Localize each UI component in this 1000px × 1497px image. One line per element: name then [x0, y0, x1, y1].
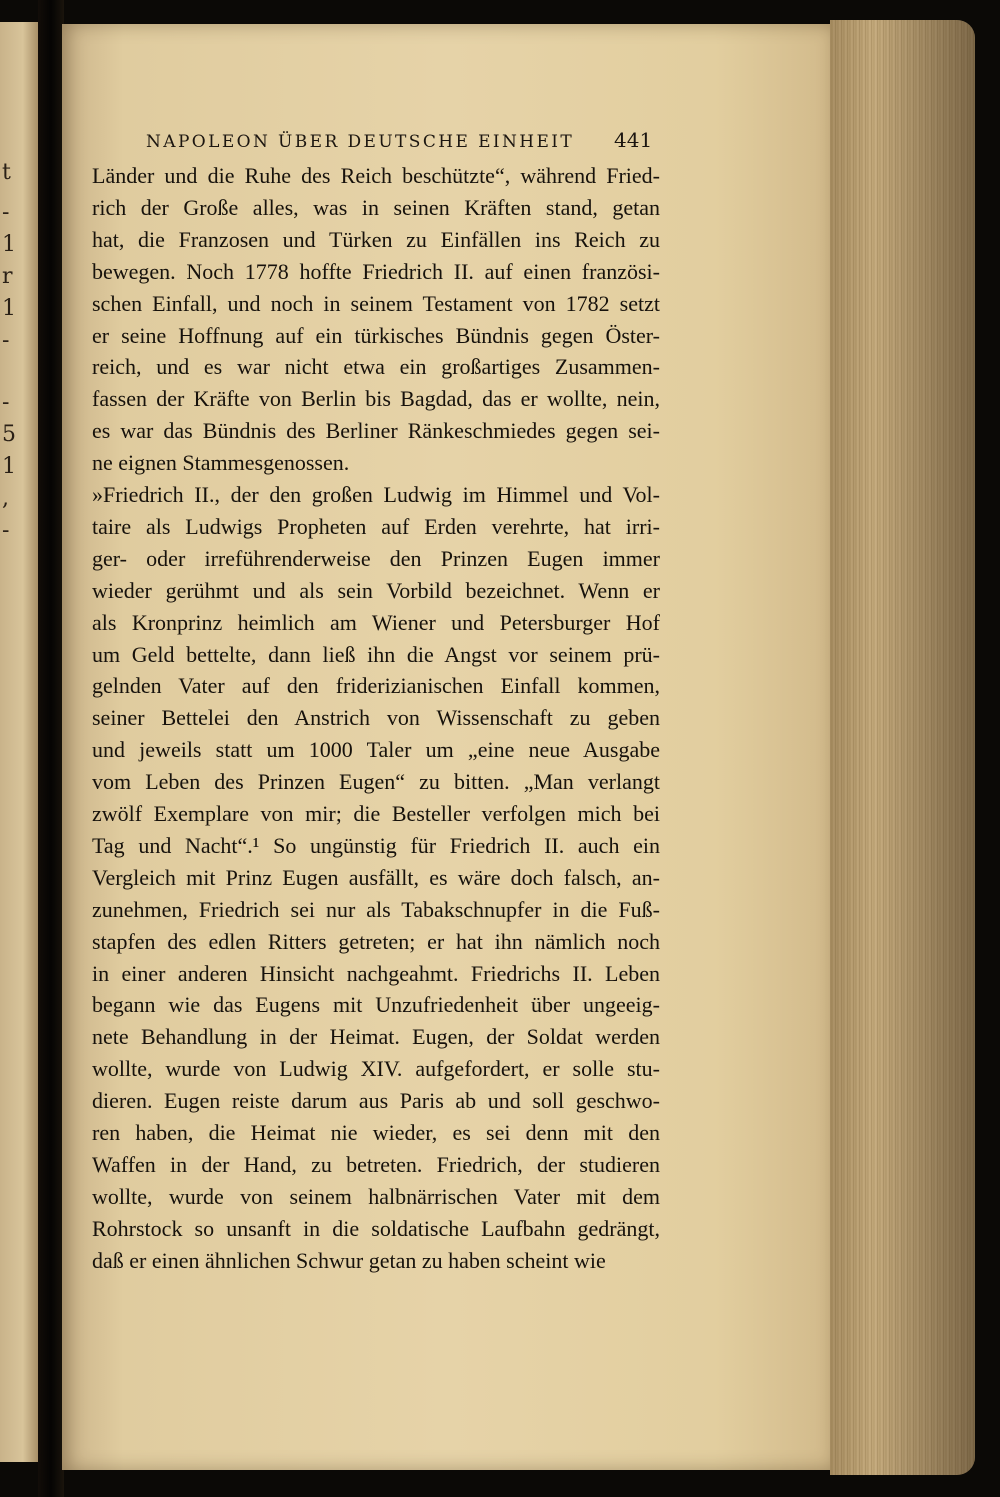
left-margin-glyph: -	[2, 328, 10, 353]
text-line: reich, und es war nicht etwa ein großartiges Zusammen-	[92, 354, 660, 380]
text-line: es war das Bündnis des Berliner Ränkeschmiedes gegen sei-	[92, 418, 660, 444]
text-line: daß er einen ähnlichen Schwur getan zu haben scheint wie	[92, 1247, 606, 1273]
text-line: begann wie das Eugens mit Unzufriedenheit über ungeeig-	[92, 992, 660, 1018]
text-line: und jeweils statt um 1000 Taler um „eine neue Ausgabe	[92, 737, 660, 763]
text-line: Waffen in der Hand, zu betreten. Friedrich, der studieren	[92, 1151, 660, 1177]
text-line: wollte, wurde von Ludwig XIV. aufgefordert, er solle stu-	[92, 1056, 660, 1082]
text-line: stapfen des edlen Ritters getreten; er hat ihn nämlich noch	[92, 928, 660, 954]
text-line: vom Leben des Prinzen Eugen“ zu bitten. „Man verlangt	[92, 769, 660, 795]
left-margin-glyph: 1	[2, 232, 16, 257]
text-line: hat, die Franzosen und Türken zu Einfällen ins Reich zu	[92, 226, 660, 252]
text-line: schen Einfall, und noch in seinem Testament von 1782 setzt	[92, 290, 660, 316]
text-line: nete Behandlung in der Heimat. Eugen, der Soldat werden	[92, 1024, 660, 1050]
left-margin-glyph: ,	[2, 486, 9, 511]
text-line: ne eignen Stammesgenossen.	[92, 450, 350, 476]
left-margin-glyph: r	[2, 264, 13, 289]
text-line: Rohrstock so unsanft in die soldatische Laufbahn gedrängt,	[92, 1215, 660, 1241]
text-line: taire als Ludwigs Propheten auf Erden verehrte, hat irri-	[92, 513, 660, 539]
text-line: als Kronprinz heimlich am Wiener und Petersburger Hof	[92, 609, 660, 635]
running-head: NAPOLEON ÜBER DEUTSCHE EINHEIT	[146, 132, 575, 152]
text-line: um Geld bettelte, dann ließ ihn die Angst vor seinem prü-	[92, 641, 660, 667]
left-margin-glyph: 1	[2, 454, 16, 479]
text-line: gelnden Vater auf den friderizianischen Einfall kommen,	[92, 673, 660, 699]
left-margin-glyph: -	[2, 200, 10, 225]
text-line: ger- oder irreführenderweise den Prinzen Eugen immer	[92, 545, 660, 571]
left-margin-glyph: t	[2, 160, 11, 185]
text-line: Tag und Nacht“.¹ So ungünstig für Friedrich II. auch ein	[92, 832, 660, 858]
text-line: zwölf Exemplare von mir; die Besteller verfolgen mich bei	[92, 801, 660, 826]
text-line: fassen der Kräfte von Berlin bis Bagdad, das er wollte, nein,	[92, 386, 660, 412]
book-gutter	[38, 0, 64, 1497]
text-line: dieren. Eugen reiste darum aus Paris ab und soll geschwo-	[92, 1088, 660, 1114]
text-line: zunehmen, Friedrich sei nur als Tabakschnupfer in die Fuß-	[92, 896, 660, 922]
page-block-shade	[830, 20, 975, 1475]
left-margin-glyph: -	[2, 518, 10, 543]
text-line: in einer anderen Hinsicht nachgeahmt. Friedrichs II. Leben	[92, 960, 660, 986]
text-line: wieder gerühmt und als sein Vorbild bezeichnet. Wenn er	[92, 577, 660, 603]
text-line: er seine Hoffnung auf ein türkisches Bündnis gegen Öster-	[92, 322, 660, 348]
text-line: wollte, wurde von seinem halbnärrischen Vater mit dem	[92, 1183, 660, 1209]
page-number: 441	[614, 128, 653, 152]
text-line: seiner Bettelei den Anstrich von Wissenschaft zu geben	[92, 705, 660, 731]
left-margin-glyph: -	[2, 390, 10, 415]
text-line: »Friedrich II., der den großen Ludwig im Himmel und Vol-	[92, 482, 660, 507]
text-line: Vergleich mit Prinz Eugen ausfällt, es wäre doch falsch, an-	[92, 864, 660, 890]
text-line: rich der Große alles, was in seinen Kräften stand, getan	[92, 194, 660, 220]
text-line: Länder und die Ruhe des Reich beschützte“, während Fried-	[92, 163, 660, 188]
text-line: ren haben, die Heimat nie wieder, es sei denn mit den	[92, 1120, 660, 1145]
left-margin-glyph: 5	[2, 422, 16, 447]
left-margin-glyph: 1	[2, 296, 16, 321]
text-line: bewegen. Noch 1778 hoffte Friedrich II. auf einen französi-	[92, 258, 660, 284]
